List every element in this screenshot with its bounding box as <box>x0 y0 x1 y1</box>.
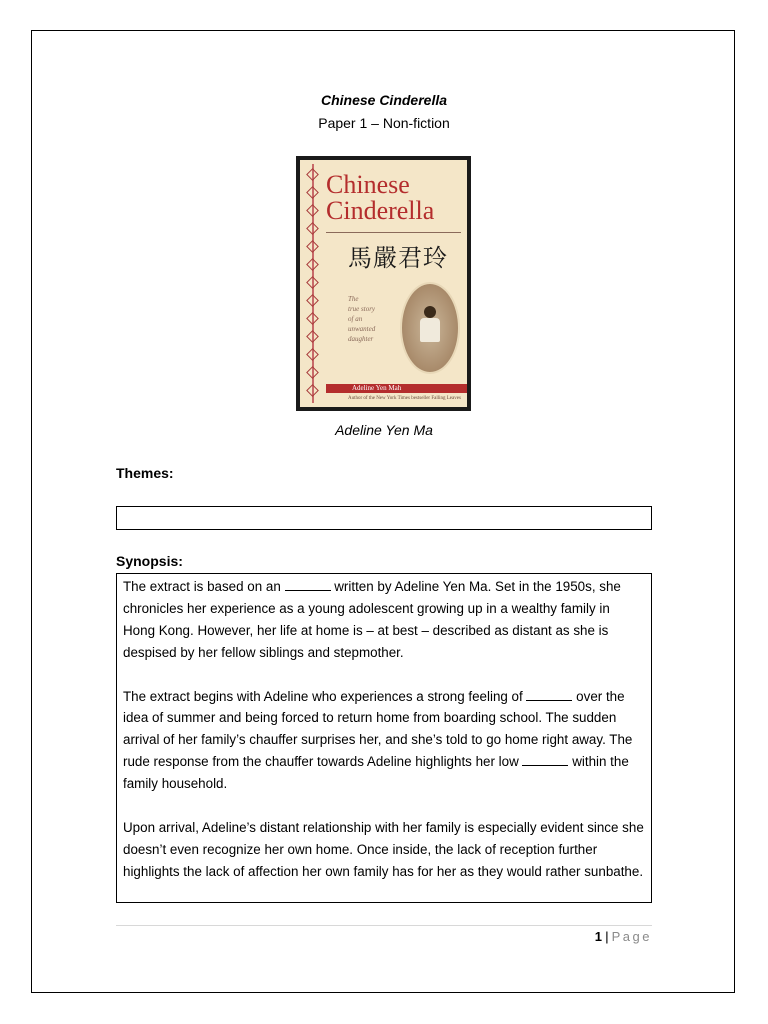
cover-title: Chinese Cinderella <box>326 170 435 225</box>
cover-author-note: Author of the New York Times bestseller Falling Leaves <box>348 396 461 401</box>
author-caption: Adeline Yen Ma <box>335 422 433 438</box>
page-number: 1 <box>594 929 602 944</box>
cover-photo <box>400 282 460 374</box>
cover-chinese-title: 馬嚴君玲 <box>348 244 448 272</box>
cover-divider <box>326 232 461 233</box>
cover-border-ornament <box>306 164 320 403</box>
synopsis-box <box>116 573 652 903</box>
synopsis-paragraph-3: Upon arrival, Adeline’s distant relationship with her family is especially evident since she doesn’t even recognize her own home. Once inside, the lack of reception further highlights the lack of affection her own family has for her as they would rather sunbathe. <box>123 819 644 879</box>
fill-in-blank[interactable] <box>285 579 331 591</box>
book-cover-image <box>296 156 471 411</box>
themes-answer-box[interactable] <box>116 506 652 530</box>
page-footer: 1 | Page <box>594 929 652 944</box>
synopsis-paragraph-2: The extract begins with Adeline who experiences a strong feeling of over the idea of summer and being forced to return home from boarding school. The sudden arrival of her family’s chauffer surprises her, and she’s told to go home right away. The rude response from the chauffer towards Adeline highlights her low within the family household. <box>123 688 633 792</box>
cover-author: Adeline Yen Mah <box>352 384 402 392</box>
fill-in-blank[interactable] <box>522 754 568 766</box>
synopsis-paragraph-1: The extract is based on an written by Adeline Yen Ma. Set in the 1950s, she chronicles her experience as a young adolescent growing up in a wealthy family in Hong Kong. However, her life at home is – at best – described as distant as she is despised by her fellow siblings and stepmother. <box>123 579 621 660</box>
document-title: Chinese Cinderella <box>320 92 448 108</box>
footer-divider <box>116 925 652 926</box>
document-subtitle: Paper 1 – Non-fiction <box>318 115 450 131</box>
page-label: Page <box>611 929 652 944</box>
themes-heading: Themes: <box>116 465 174 481</box>
synopsis-heading: Synopsis: <box>116 553 183 569</box>
fill-in-blank[interactable] <box>526 689 572 701</box>
cover-tagline: The true story of an unwanted daughter <box>348 295 376 343</box>
